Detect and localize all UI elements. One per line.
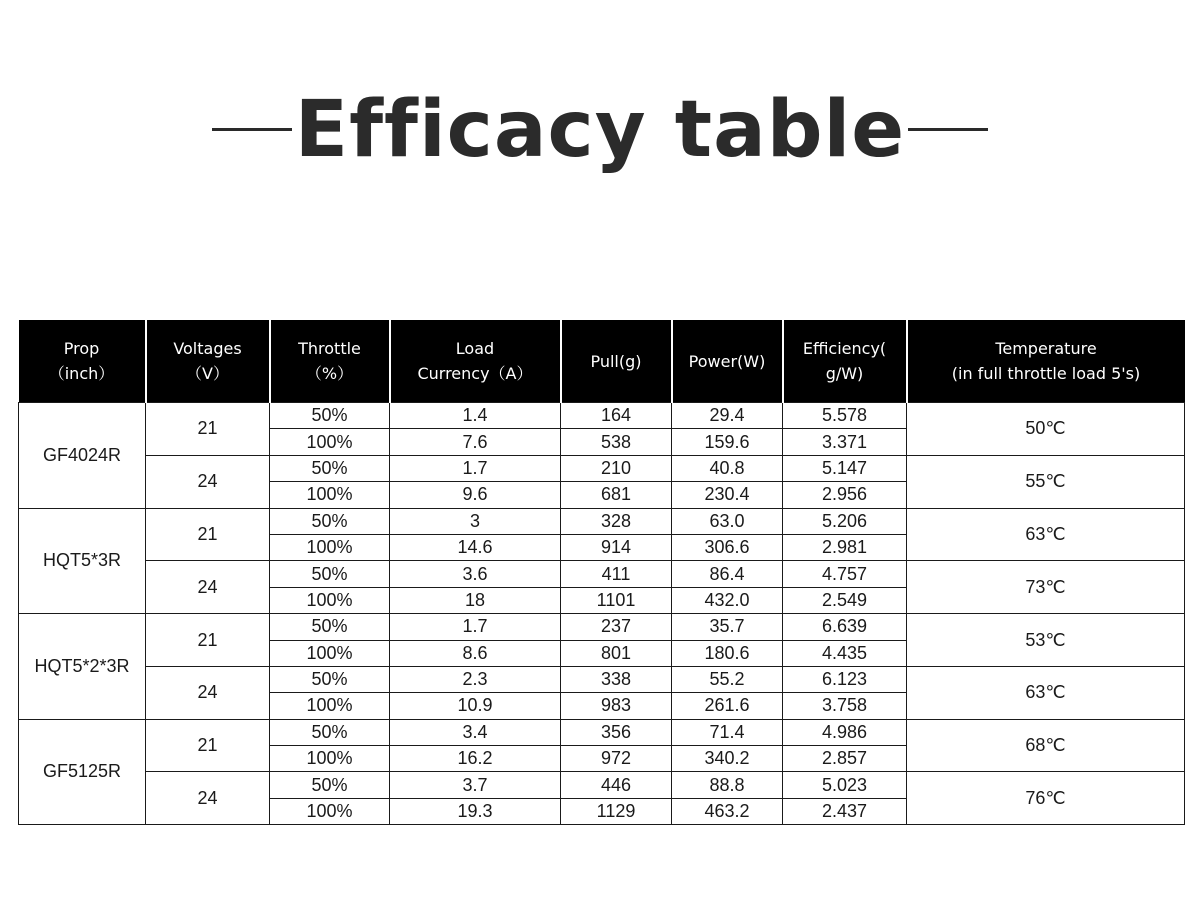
current-cell: 9.6 [390, 482, 561, 508]
throttle-cell: 100% [270, 693, 390, 719]
power-cell: 261.6 [672, 693, 783, 719]
voltage-cell: 24 [146, 455, 270, 508]
pull-cell: 914 [561, 534, 672, 560]
efficiency-cell: 5.023 [783, 772, 907, 798]
efficiency-cell: 5.147 [783, 455, 907, 481]
efficiency-cell: 4.435 [783, 640, 907, 666]
title-block [0, 80, 1200, 180]
current-cell: 16.2 [390, 746, 561, 772]
throttle-cell: 100% [270, 798, 390, 824]
pull-cell: 237 [561, 614, 672, 640]
current-cell: 3 [390, 508, 561, 534]
pull-cell: 446 [561, 772, 672, 798]
table-row [19, 403, 1185, 429]
power-cell: 88.8 [672, 772, 783, 798]
header-load-currency: Load Currency（A） [390, 320, 561, 403]
voltage-cell: 21 [146, 719, 270, 772]
throttle-cell: 50% [270, 772, 390, 798]
temperature-cell: 63℃ [907, 508, 1185, 561]
throttle-cell: 50% [270, 561, 390, 587]
efficiency-cell: 3.758 [783, 693, 907, 719]
temperature-cell: 68℃ [907, 719, 1185, 772]
pull-cell: 1129 [561, 798, 672, 824]
power-cell: 40.8 [672, 455, 783, 481]
current-cell: 3.7 [390, 772, 561, 798]
voltage-cell: 24 [146, 561, 270, 614]
temperature-cell: 73℃ [907, 561, 1185, 614]
pull-cell: 338 [561, 666, 672, 692]
efficiency-cell: 6.123 [783, 666, 907, 692]
efficiency-cell: 2.956 [783, 482, 907, 508]
pull-cell: 538 [561, 429, 672, 455]
voltage-cell: 24 [146, 666, 270, 719]
power-cell: 55.2 [672, 666, 783, 692]
voltage-cell: 21 [146, 403, 270, 456]
efficiency-cell: 5.206 [783, 508, 907, 534]
power-cell: 340.2 [672, 746, 783, 772]
prop-name-cell: GF4024R [19, 403, 146, 509]
throttle-cell: 100% [270, 746, 390, 772]
throttle-cell: 50% [270, 666, 390, 692]
voltage-cell: 24 [146, 772, 270, 825]
voltage-cell: 21 [146, 508, 270, 561]
current-cell: 3.6 [390, 561, 561, 587]
efficiency-cell: 5.578 [783, 403, 907, 429]
header-temperature: Temperature (in full throttle load 5's) [907, 320, 1185, 403]
current-cell: 1.4 [390, 403, 561, 429]
throttle-cell: 50% [270, 719, 390, 745]
current-cell: 3.4 [390, 719, 561, 745]
table-row [19, 772, 1185, 798]
pull-cell: 328 [561, 508, 672, 534]
current-cell: 14.6 [390, 534, 561, 560]
throttle-cell: 100% [270, 587, 390, 613]
power-cell: 463.2 [672, 798, 783, 824]
power-cell: 86.4 [672, 561, 783, 587]
current-cell: 7.6 [390, 429, 561, 455]
efficacy-table [18, 320, 1185, 825]
pull-cell: 801 [561, 640, 672, 666]
table-row [19, 561, 1185, 587]
efficiency-cell: 2.981 [783, 534, 907, 560]
current-cell: 1.7 [390, 455, 561, 481]
throttle-cell: 50% [270, 455, 390, 481]
current-cell: 10.9 [390, 693, 561, 719]
temperature-cell: 50℃ [907, 403, 1185, 456]
current-cell: 19.3 [390, 798, 561, 824]
pull-cell: 681 [561, 482, 672, 508]
current-cell: 1.7 [390, 614, 561, 640]
efficiency-cell: 2.437 [783, 798, 907, 824]
header-pull: Pull(g) [561, 320, 672, 403]
power-cell: 35.7 [672, 614, 783, 640]
power-cell: 63.0 [672, 508, 783, 534]
pull-cell: 210 [561, 455, 672, 481]
power-cell: 432.0 [672, 587, 783, 613]
temperature-cell: 63℃ [907, 666, 1185, 719]
throttle-cell: 50% [270, 403, 390, 429]
pull-cell: 164 [561, 403, 672, 429]
voltage-cell: 21 [146, 614, 270, 667]
temperature-cell: 76℃ [907, 772, 1185, 825]
current-cell: 18 [390, 587, 561, 613]
table-row [19, 614, 1185, 640]
table-body [19, 403, 1185, 825]
throttle-cell: 50% [270, 614, 390, 640]
temperature-cell: 53℃ [907, 614, 1185, 667]
table-row [19, 719, 1185, 745]
current-cell: 2.3 [390, 666, 561, 692]
prop-name-cell: HQT5*2*3R [19, 614, 146, 720]
title-rule-right [908, 128, 988, 131]
power-cell: 180.6 [672, 640, 783, 666]
table-row [19, 508, 1185, 534]
table-row [19, 455, 1185, 481]
efficiency-cell: 4.757 [783, 561, 907, 587]
page-title: Efficacy table [294, 85, 906, 175]
table-row [19, 666, 1185, 692]
throttle-cell: 100% [270, 534, 390, 560]
efficiency-cell: 2.857 [783, 746, 907, 772]
throttle-cell: 100% [270, 429, 390, 455]
power-cell: 306.6 [672, 534, 783, 560]
temperature-cell: 55℃ [907, 455, 1185, 508]
header-power: Power(W) [672, 320, 783, 403]
prop-name-cell: HQT5*3R [19, 508, 146, 614]
throttle-cell: 100% [270, 640, 390, 666]
pull-cell: 411 [561, 561, 672, 587]
efficiency-cell: 4.986 [783, 719, 907, 745]
throttle-cell: 50% [270, 508, 390, 534]
pull-cell: 983 [561, 693, 672, 719]
current-cell: 8.6 [390, 640, 561, 666]
header-efficiency: Efficiency( g/W) [783, 320, 907, 403]
header-voltages: Voltages （V） [146, 320, 270, 403]
pull-cell: 972 [561, 746, 672, 772]
efficiency-cell: 6.639 [783, 614, 907, 640]
power-cell: 29.4 [672, 403, 783, 429]
efficiency-cell: 2.549 [783, 587, 907, 613]
throttle-cell: 100% [270, 482, 390, 508]
efficiency-cell: 3.371 [783, 429, 907, 455]
power-cell: 159.6 [672, 429, 783, 455]
prop-name-cell: GF5125R [19, 719, 146, 825]
power-cell: 230.4 [672, 482, 783, 508]
table-header-row [19, 320, 1185, 403]
pull-cell: 356 [561, 719, 672, 745]
pull-cell: 1101 [561, 587, 672, 613]
header-throttle: Throttle （%） [270, 320, 390, 403]
header-prop: Prop （inch） [19, 320, 146, 403]
power-cell: 71.4 [672, 719, 783, 745]
